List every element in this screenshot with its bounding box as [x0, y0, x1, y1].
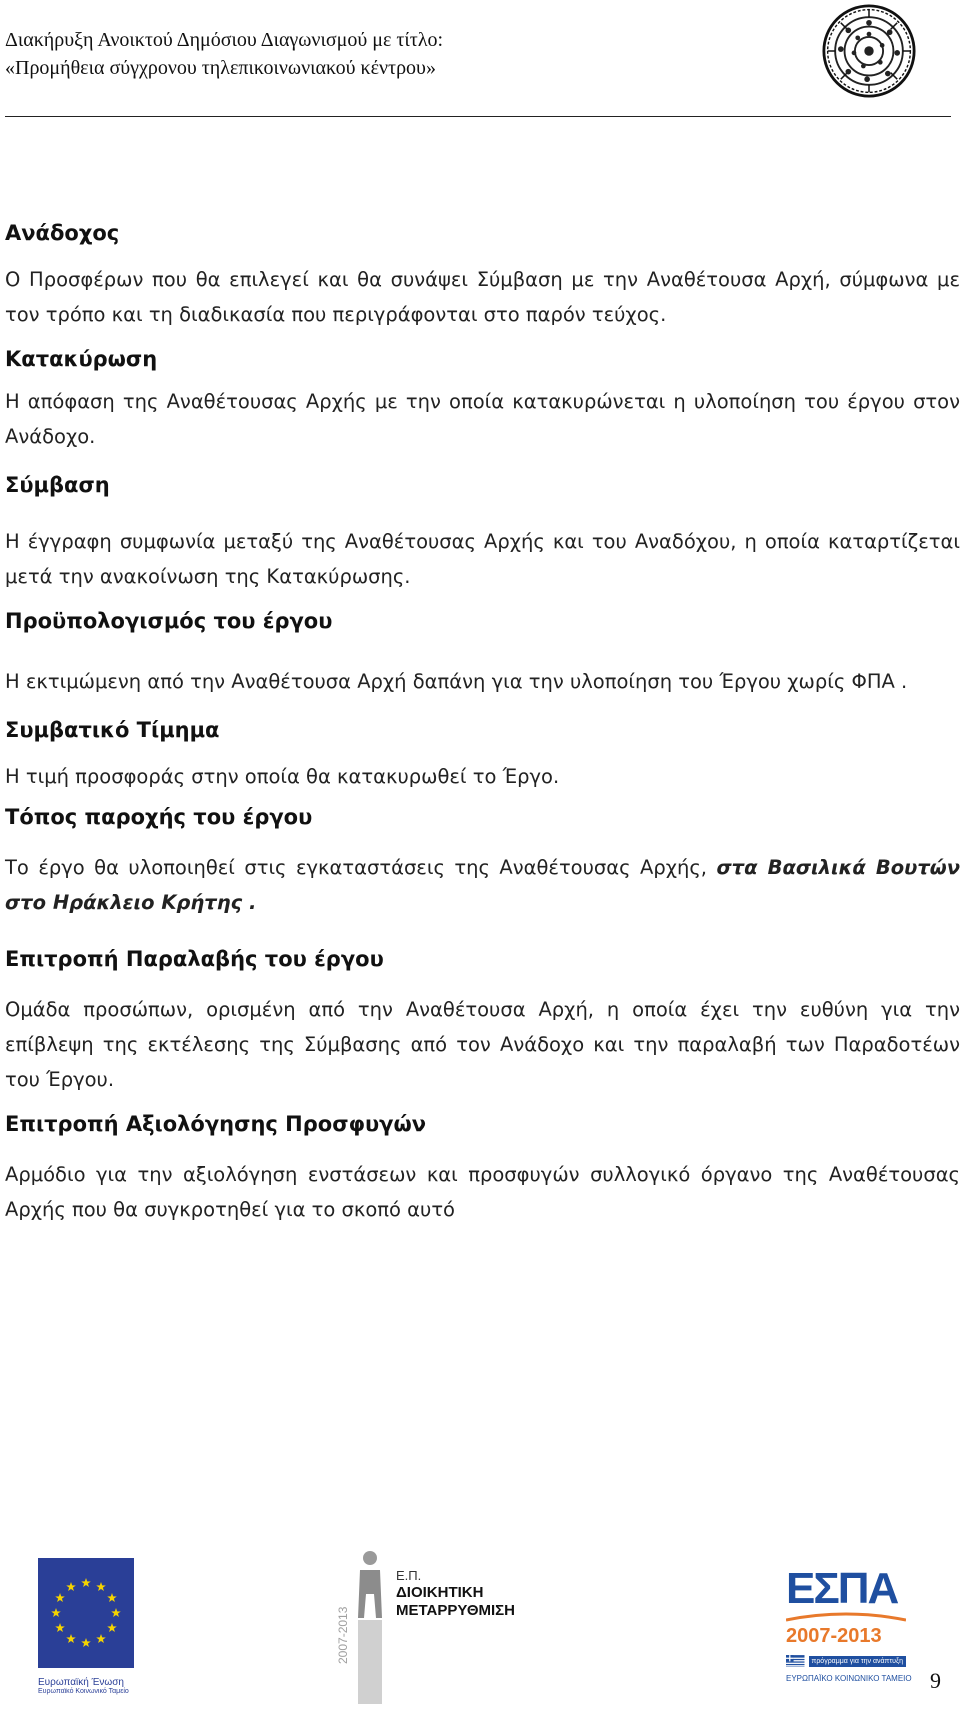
definition-text [5, 850, 960, 920]
title-line-1: Διακήρυξη Ανοικτού Δημόσιου Διαγωνισμού με τίτλο: [5, 29, 444, 51]
ep-logo [336, 1548, 515, 1706]
phaistos-disc-seal-icon [822, 4, 916, 98]
definition-text-emphasis: στα Βασιλικά Βουτών στο Ηράκλειο Κρήτης . [5, 856, 960, 914]
definition-item [5, 715, 960, 794]
ep-line1: Ε.Π. [396, 1568, 422, 1583]
definition-item [5, 606, 960, 699]
definition-term: Σύμβαση [5, 473, 110, 497]
espa-tagline: πρόγραμμα για την ανάπτυξη [809, 1656, 907, 1667]
definition-term: Ανάδοχος [5, 221, 120, 245]
eu-logo-line1: Ευρωπαϊκή Ένωση [38, 1677, 124, 1688]
eu-flag-icon [38, 1558, 134, 1668]
espa-logo-icon [786, 1612, 906, 1624]
definition-text: Η απόφαση της Αναθέτουσας Αρχής με την οποία κατακυρώνεται η υλοποίηση του έργου στον Ανάδοχο. [5, 390, 960, 448]
ep-years: 2007-2013 [336, 1606, 350, 1664]
document-title [5, 26, 785, 82]
title-line-2: «Προμήθεια σύγχρονου τηλεπικοινωνιακού κέντρου» [5, 57, 436, 79]
greek-flag-icon [786, 1654, 805, 1668]
definition-term: Προϋπολογισμός του έργου [5, 609, 333, 633]
definition-text: Η εκτιμώμενη από την Αναθέτουσα Αρχή δαπάνη για την υλοποίηση του Έργου χωρίς ΦΠΑ . [5, 670, 908, 693]
definition-item [5, 944, 960, 1097]
definition-text: Ο Προσφέρων που θα επιλεγεί και θα συνάψει Σύμβαση με την Αναθέτουσα Αρχή, σύμφωνα με τον τρόπο και τη διαδικασία που περιγράφονται στο παρόν τεύχος. [5, 268, 960, 326]
definition-text: Ομάδα προσώπων, ορισμένη από την Αναθέτουσα Αρχή, η οποία έχει την ευθύνη για την επίβλεψη της εκτέλεσης της Σύμβασης από τον Ανάδοχο και την παραλαβή των Παραδοτέων του Έργου. [5, 998, 960, 1091]
definition-item [5, 218, 960, 332]
definition-text: Η έγγραφη συμφωνία μεταξύ της Αναθέτουσας Αρχής και του Αναδόχου, η οποία καταρτίζεται μετά την ανακοίνωση της Κατακύρωσης. [5, 530, 960, 588]
header-divider [5, 116, 951, 117]
espa-fund: ΕΥΡΩΠΑΪΚΟ ΚΟΙΝΩΝΙΚΟ ΤΑΜΕΙΟ [786, 1674, 912, 1683]
definition-term: Επιτροπή Αξιολόγησης Προσφυγών [5, 1112, 427, 1136]
eu-logo-line2: Ευρωπαϊκό Κοινωνικό Ταμείο [38, 1688, 129, 1695]
definition-item [5, 1109, 960, 1227]
definition-item [5, 802, 960, 920]
espa-years: 2007-2013 [786, 1625, 882, 1647]
definition-item [5, 470, 960, 594]
definition-term: Τόπος παροχής του έργου [5, 805, 313, 829]
definition-term: Κατακύρωση [5, 347, 158, 371]
definitions-section [5, 218, 960, 1227]
ep-line3: ΜΕΤΑΡΡΥΘΜΙΣΗ [396, 1602, 515, 1619]
definition-item [5, 344, 960, 454]
ep-figure-icon [356, 1548, 396, 1706]
eu-logo [38, 1558, 134, 1708]
definition-text: Αρμόδιο για την αξιολόγηση ενστάσεων και προσφυγών συλλογικό όργανο της Αναθέτουσας Αρχής που θα συγκροτηθεί για το σκοπό αυτό [5, 1163, 960, 1221]
definition-text-plain: Το έργο θα υλοποιηθεί στις εγκαταστάσεις της Αναθέτουσας Αρχής, [5, 856, 708, 879]
definition-text: Η τιμή προσφοράς στην οποία θα κατακυρωθεί το Έργο. [5, 765, 560, 788]
definition-term: Επιτροπή Παραλαβής του έργου [5, 947, 384, 971]
ep-line2: ΔΙΟΙΚΗΤΙΚΗ [396, 1584, 484, 1601]
definition-term: Συμβατικό Τίμημα [5, 718, 220, 742]
page-header [0, 0, 960, 120]
espa-name: ΕΣΠΑ [786, 1564, 898, 1613]
espa-tagline-row [786, 1654, 906, 1668]
page-number: 9 [930, 1668, 941, 1693]
espa-logo [786, 1564, 912, 1706]
